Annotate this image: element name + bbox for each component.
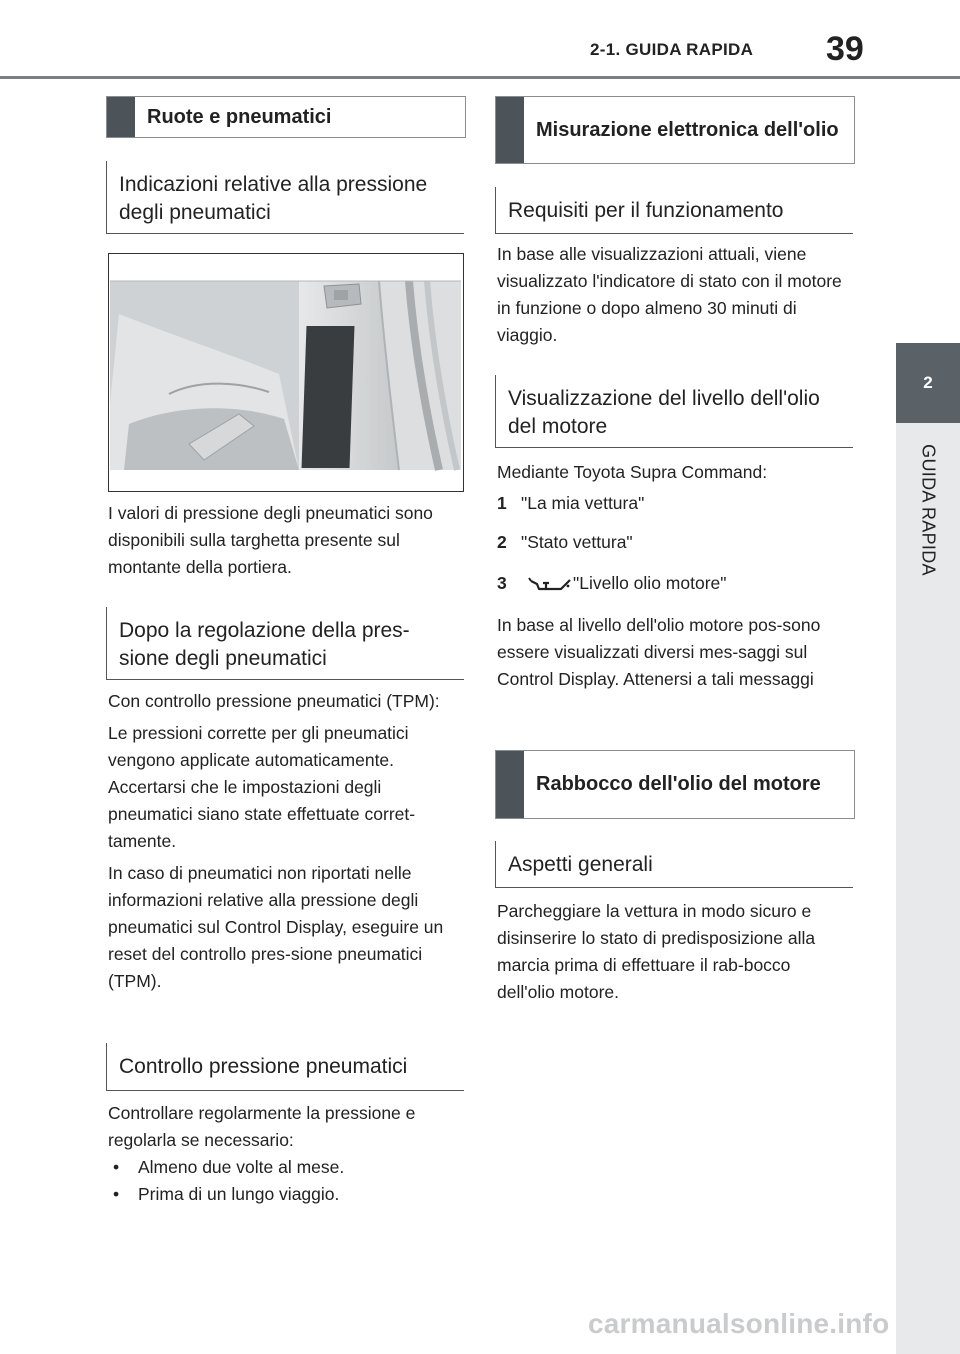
figure-caption xyxy=(108,500,468,586)
step-1: 1 "La mia vettura" xyxy=(497,493,645,513)
page-number: 39 xyxy=(826,30,864,68)
messages-paragraph xyxy=(497,612,842,698)
tpm-intro: Con controllo pressione pneumatici (TPM): xyxy=(108,691,440,711)
subheading-indicazioni: Indicazioni relative alla pressione degli pneumatici xyxy=(106,161,464,234)
step-2: 2 "Stato vettura" xyxy=(497,532,633,552)
heading-misurazione-olio xyxy=(495,96,855,164)
requisiti-text: In base alle visualizzazioni attuali, viene visualizzato l'indicatore di stato con il motore in funzione o dopo almeno 30 minuti di viaggio. xyxy=(497,244,842,345)
chapter-tab-number: 2 xyxy=(896,343,960,423)
heading-rabbocco-olio xyxy=(495,750,855,819)
parking-text: Parcheggiare la vettura in modo sicuro e disinserire lo stato di predisposizione alla marcia prima di effettuare il rab-bocco dell'olio motore. xyxy=(497,901,816,1002)
list-item: • Almeno due volte al mese. xyxy=(113,1157,345,1177)
subheading-controllo-pressione: Controllo pressione pneumatici xyxy=(106,1043,464,1091)
tpm-paragraphs xyxy=(108,688,468,1000)
heading-text: Misurazione elettronica dell'olio xyxy=(536,118,839,141)
heading-bar xyxy=(496,97,524,163)
subheading-dopo-regolazione: Dopo la regolazione della pres-sione degli pneumatici xyxy=(106,607,464,680)
oil-can-icon xyxy=(527,573,571,595)
check-paragraph xyxy=(108,1100,468,1208)
running-header-section: 2-1. GUIDA RAPIDA xyxy=(590,40,754,59)
subheading-aspetti-generali: Aspetti generali xyxy=(495,841,853,888)
door-pillar-illustration xyxy=(109,254,462,490)
subheading-livello-olio: Visualizzazione del livello dell'olio del motore xyxy=(495,375,853,448)
door-pillar-tire-label-figure xyxy=(108,253,464,492)
heading-bar xyxy=(107,97,135,137)
watermark: carmanualsonline.info xyxy=(588,1308,890,1339)
header-rule xyxy=(0,76,960,79)
heading-ruote-pneumatici xyxy=(106,96,466,138)
heading-text: Rabbocco dell'olio del motore xyxy=(536,773,821,795)
messages-text: In base al livello dell'olio motore pos-sono essere visualizzati diversi mes-saggi sul Control Display. Attenersi a tali messaggi xyxy=(497,615,821,689)
heading-text: Ruote e pneumatici xyxy=(147,105,332,128)
step-3: 3 "Livello olio motore" xyxy=(497,573,727,593)
requisiti-paragraph xyxy=(497,241,842,354)
command-intro: Mediante Toyota Supra Command: xyxy=(497,462,768,482)
list-item: • Prima di un lungo viaggio. xyxy=(113,1184,340,1204)
heading-bar xyxy=(496,751,524,818)
caption-text: I valori di pressione degli pneumatici sono disponibili sulla targhetta presente sul montante della portiera. xyxy=(108,503,433,577)
check-intro: Controllare regolarmente la pressione e regolarla se necessario: xyxy=(108,1103,416,1150)
parking-paragraph xyxy=(497,898,847,1011)
tpm-reset: In caso di pneumatici non riportati nelle informazioni relative alla pressione degli pneumatici sul Control Display, eseguire un reset del controllo pres-sione pneumatici (TPM). xyxy=(108,863,444,991)
subheading-requisiti: Requisiti per il funzionamento xyxy=(495,187,853,234)
chapter-tab-label: GUIDA RAPIDA xyxy=(918,444,939,576)
tpm-auto: Le pressioni corrette per gli pneumatici vengono applicate automaticamente. Accertarsi che le impostazioni degli pneumatici siano state effettuate corret-tamente. xyxy=(108,723,416,851)
